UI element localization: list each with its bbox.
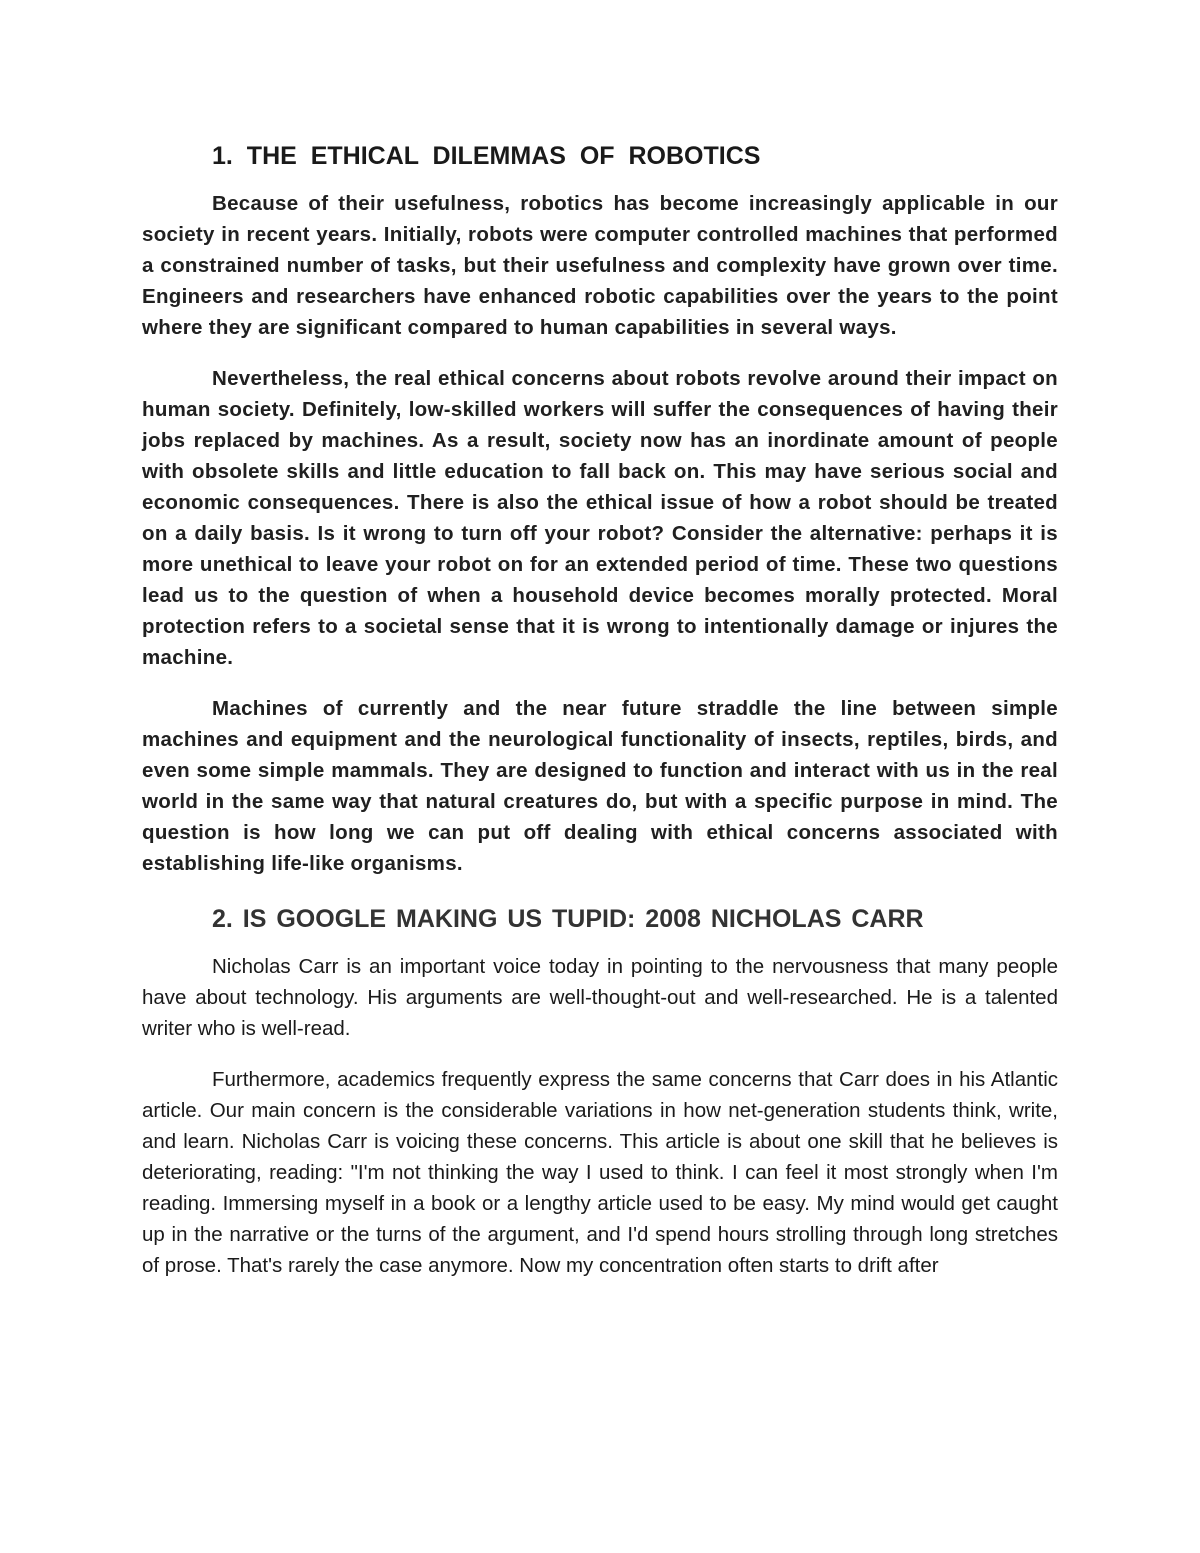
- paragraph: Nicholas Carr is an important voice today in pointing to the nervousness that many people have about technology. His arguments are well-thought-out and well-researched. He is a talented writer who is well-read.: [142, 955, 1058, 1040]
- section-ethical-dilemmas: [142, 138, 1058, 879]
- section-1-heading: 1. THE ETHICAL DILEMMAS OF ROBOTICS: [212, 142, 761, 170]
- section-google-carr: [142, 901, 1058, 1281]
- section-2-heading: 2. IS GOOGLE MAKING US TUPID: 2008 NICHOLAS CARR: [212, 905, 924, 933]
- paragraph: Nevertheless, the real ethical concerns about robots revolve around their impact on human society. Definitely, low-skilled workers will suffer the consequences of having their jobs replaced by machines. As a result, society now has an inordinate amount of people with obsolete skills and little education to fall back on. This may have serious social and economic consequences. There is also the ethical issue of how a robot should be treated on a daily basis. Is it wrong to turn off your robot? Consider the alternative: perhaps it is more unethical to leave your robot on for an extended period of time. These two questions lead us to the question of when a household device becomes morally protected. Moral protection refers to a societal sense that it is wrong to intentionally damage or injures the machine.: [142, 367, 1058, 669]
- document-page: [142, 138, 1058, 1301]
- paragraph: Furthermore, academics frequently express the same concerns that Carr does in his Atlantic article. Our main concern is the considerable variations in how net-generation students think, write, and learn. Nicholas Carr is voicing these concerns. This article is about one skill that he believes is deteriorating, reading: "I'm not thinking the way I used to think. I can feel it most strongly when I'm reading. Immersing myself in a book or a lengthy article used to be easy. My mind would get caught up in the narrative or the turns of the argument, and I'd spend hours strolling through long stretches of prose. That's rarely the case anymore. Now my concentration often starts to drift after: [142, 1068, 1058, 1277]
- paragraph: Machines of currently and the near future straddle the line between simple machines and equipment and the neurological functionality of insects, reptiles, birds, and even some simple mammals. They are designed to function and interact with us in the real world in the same way that natural creatures do, but with a specific purpose in mind. The question is how long we can put off dealing with ethical concerns associated with establishing life-like organisms.: [142, 697, 1058, 875]
- paragraph: Because of their usefulness, robotics has become increasingly applicable in our society in recent years. Initially, robots were computer controlled machines that performed a constrained number of tasks, but their usefulness and complexity have grown over time. Engineers and researchers have enhanced robotic capabilities over the years to the point where they are significant compared to human capabilities in several ways.: [142, 192, 1058, 339]
